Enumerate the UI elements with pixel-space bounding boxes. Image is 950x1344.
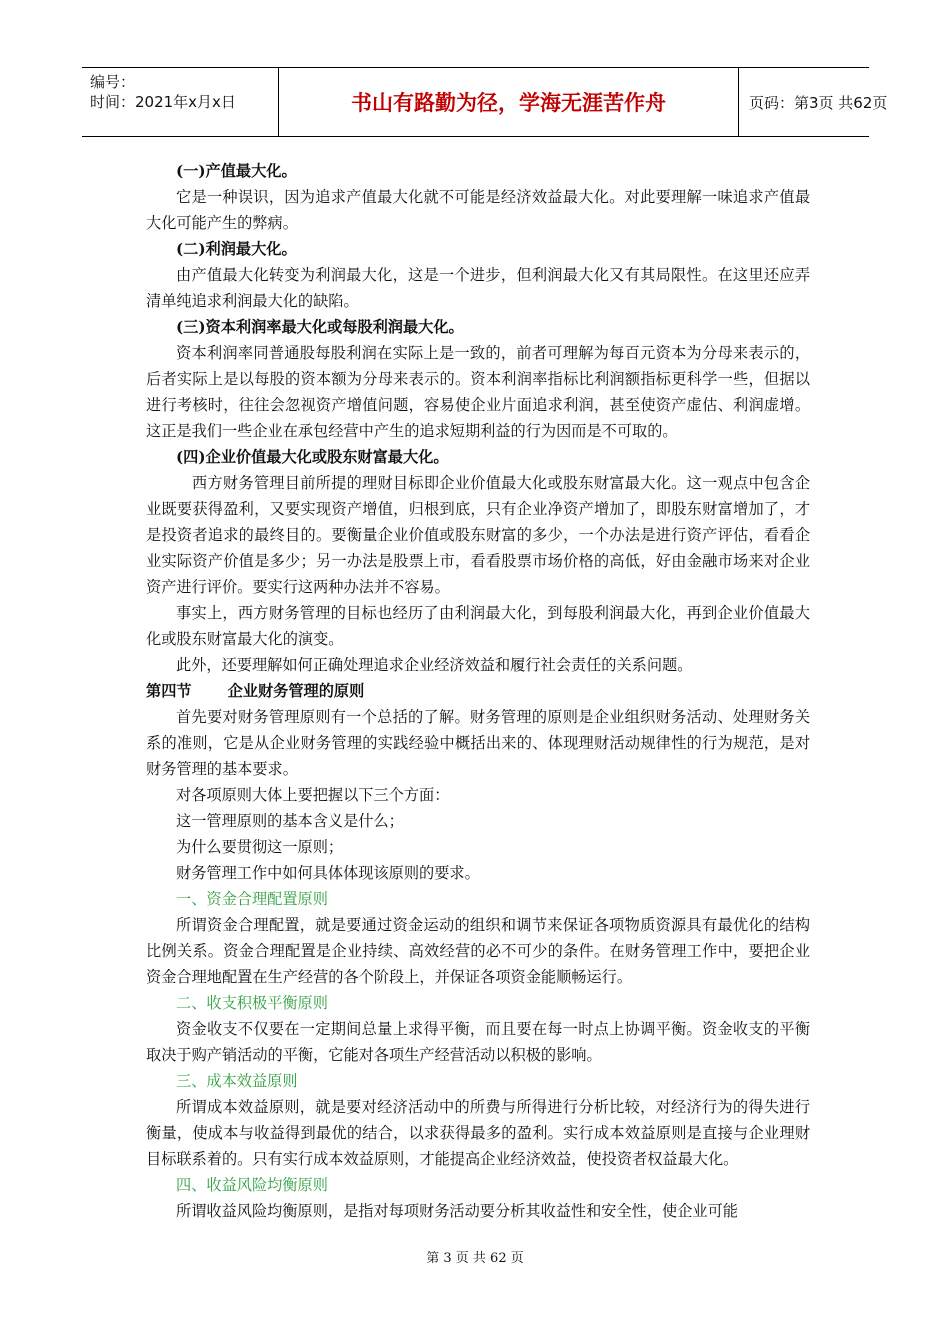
paragraph: 资本利润率同普通股每股利润在实际上是一致的，前者可理解为每百元资本为分母来表示的，后者实际上是以每股的资本额为分母来表示的。资本利润率指标比利润额指标更科学一些，但据以进行考核时，往往会忽视资产增值问题，容易使企业片面追求利润，甚至使资产虚估、利润虚增。这正是我们一些企业在承包经营中产生的追求短期利益的行为因而是不可取的。: [146, 344, 810, 440]
document-date-label: 时间：2021年x月x日: [90, 93, 236, 111]
document-number-label: 编号：: [90, 73, 136, 91]
principle-heading: 四、收益风险均衡原则: [176, 1176, 328, 1194]
section-heading: [146, 678, 810, 704]
section-title: 企业财务管理的原则: [227, 682, 365, 700]
paragraph: 所谓成本效益原则，就是要对经济活动中的所费与所得进行分析比较，对经济行为的得失进行衡量，使成本与收益得到最优的结合，以求获得最多的盈利。实行成本效益原则是直接与企业理财目标联系着的。只有实行成本效益原则，才能提高企业经济效益，使投资者权益最大化。: [146, 1098, 810, 1168]
paragraph: 西方财务管理目前所提的理财目标即企业价值最大化或股东财富最大化。这一观点中包含企业既要获得盈利，又要实现资产增值，归根到底，只有企业净资产增加了，即股东财富增加了，才是投资者追求的最终目的。要衡量企业价值或股东财富的多少，一个办法是进行资产评估，看看企业实际资产价值是多少；另一办法是股票上市，看看股票市场价格的高低，好由金融市场来对企业资产进行评价。要实行这两种办法并不容易。: [146, 474, 810, 596]
paragraph: 所谓资金合理配置，就是要通过资金运动的组织和调节来保证各项物质资源具有最优化的结构比例关系。资金合理配置是企业持续、高效经营的必不可少的条件。在财务管理工作中，要把企业资金合理地配置在生产经营的各个阶段上，并保证各项资金能顺畅运行。: [146, 916, 810, 986]
subheading: (四)企业价值最大化或股东财富最大化。: [176, 448, 449, 466]
paragraph: 首先要对财务管理原则有一个总括的了解。财务管理的原则是企业组织财务活动、处理财务关系的准则，它是从企业财务管理的实践经验中概括出来的、体现理财活动规律性的行为规范，是对财务管理的基本要求。: [146, 708, 810, 778]
paragraph: 对各项原则大体上要把握以下三个方面：: [176, 786, 450, 804]
paragraph: 由产值最大化转变为利润最大化，这是一个进步，但利润最大化又有其局限性。在这里还应弄清单纯追求利润最大化的缺陷。: [146, 266, 810, 310]
subheading: (二)利润最大化。: [176, 240, 297, 258]
document-body: [146, 158, 810, 1224]
paragraph: 它是一种误识，因为追求产值最大化就不可能是经济效益最大化。对此要理解一味追求产值最大化可能产生的弊病。: [146, 188, 810, 232]
header-info-cell: [82, 68, 279, 136]
subheading: (一)产值最大化。: [176, 162, 297, 180]
page-header: [82, 67, 888, 137]
list-item: 这一管理原则的基本含义是什么；: [176, 812, 404, 830]
header-page-info: 页码：第3页 共62页: [749, 93, 888, 112]
principle-heading: 二、收支积极平衡原则: [176, 994, 328, 1012]
page-footer: 第 3 页 共 62 页: [426, 1251, 524, 1266]
paragraph: 所谓收益风险均衡原则，是指对每项财务活动要分析其收益性和安全性，使企业可能: [176, 1202, 738, 1220]
paragraph: 资金收支不仅要在一定期间总量上求得平衡，而且要在每一时点上协调平衡。资金收支的平衡取决于购产销活动的平衡，它能对各项生产经营活动以积极的影响。: [146, 1020, 810, 1064]
list-item: 财务管理工作中如何具体体现该原则的要求。: [176, 864, 480, 882]
section-number: 第四节: [146, 682, 192, 700]
header-motto: 书山有路勤为径，学海无涯苦作舟: [279, 68, 739, 136]
principle-heading: 一、资金合理配置原则: [176, 890, 328, 908]
list-item: 为什么要贯彻这一原则；: [176, 838, 344, 856]
subheading: (三)资本利润率最大化或每股利润最大化。: [176, 318, 464, 336]
paragraph: 此外，还要理解如何正确处理追求企业经济效益和履行社会责任的关系问题。: [176, 656, 693, 674]
paragraph: 事实上，西方财务管理的目标也经历了由利润最大化，到每股利润最大化，再到企业价值最大化或股东财富最大化的演变。: [146, 604, 810, 648]
principle-heading: 三、成本效益原则: [176, 1072, 298, 1090]
